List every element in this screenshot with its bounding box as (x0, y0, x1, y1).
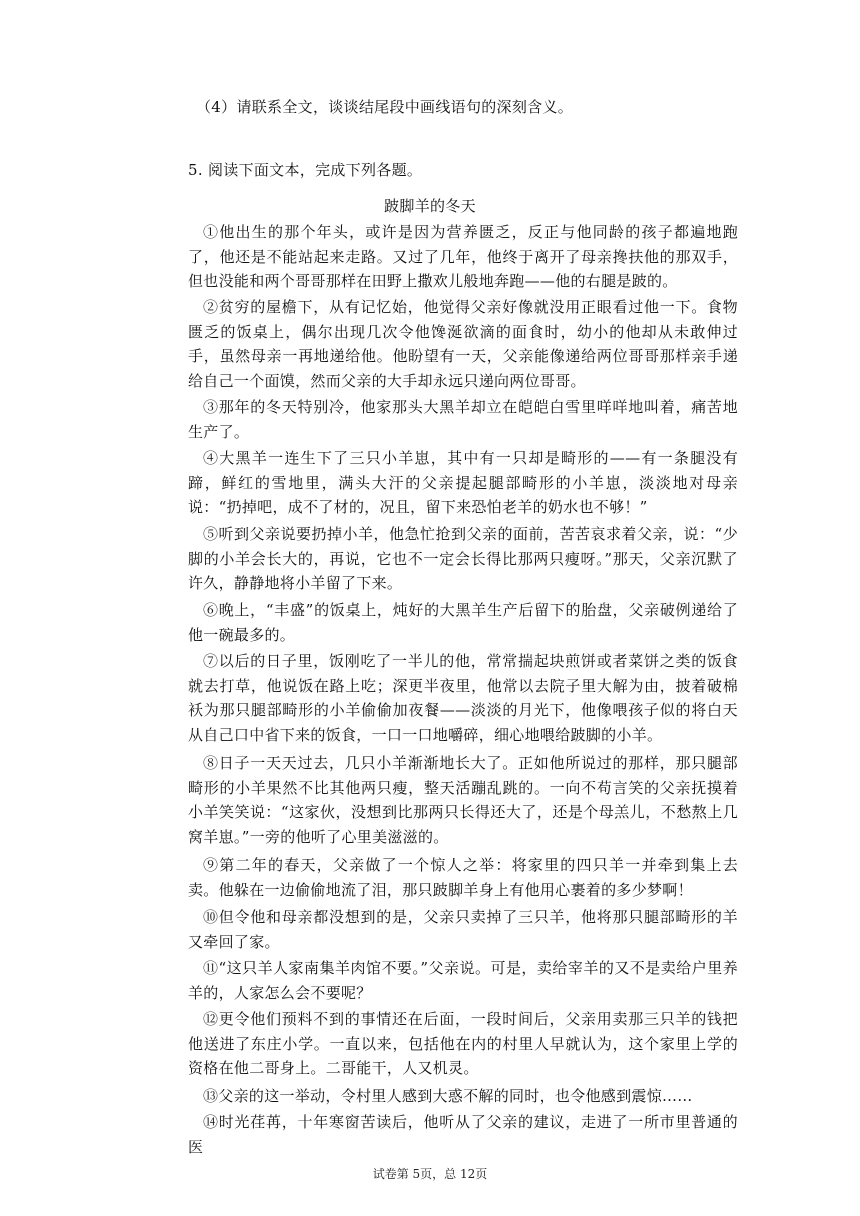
passage-title: 跛脚羊的冬天 (384, 197, 476, 215)
paragraph-11: ⑪“这只羊人家南集羊肉馆不要。”父亲说。可是，卖给宰羊的又不是卖给户里养羊的，人家怎么会不要呢？ (188, 959, 738, 1002)
page-footer: 试卷第 5页，总 12页 (372, 1167, 488, 1181)
paragraph-1: ①他出生的那个年头，或许是因为营养匮乏，反正与他同龄的孩子都遍地跑了，他还是不能站起来走路。又过了几年，他终于离开了母亲搀扶他的那双手，但也没能和两个哥哥那样在田野上撒欢儿般地奔跑——他的右腿是跛的。 (188, 223, 738, 290)
paragraph-7: ⑦以后的日子里，饭刚吃了一半儿的他，常常揣起块煎饼或者菜饼之类的饭食就去打草，他说饭在路上吃；深更半夜里，他常以去院子里大解为由，披着破棉袄为那只腿部畸形的小羊偷偷加夜餐——淡淡的月光下，他像喂孩子似的将白天从自己口中省下来的饭食，一口一口地嚼碎，细心地喂给跛脚的小羊。 (188, 652, 738, 744)
paragraph-10: ⑩但令他和母亲都没想到的是，父亲只卖掉了三只羊，他将那只腿部畸形的羊又牵回了家。 (188, 908, 738, 951)
paragraph-2: ②贫穷的屋檐下，从有记忆始，他觉得父亲好像就没用正眼看过他一下。食物匮乏的饭桌上，偶尔出现几次令他馋涎欲滴的面食时，幼小的他却从未敢伸过手，虽然母亲一再地递给他。他盼望有一天，父亲能像递给两位哥哥那样亲手递给自己一个面馍，然而父亲的大手却永远只递向两位哥哥。 (188, 298, 738, 390)
paragraph-4: ④大黑羊一连生下了三只小羊崽，其中有一只却是畸形的——有一条腿没有蹄，鲜红的雪地里，满头大汗的父亲提起腿部畸形的小羊崽，淡淡地对母亲说：“扔掉吧，成不了材的，况且，留下来恐怕老羊的奶水也不够！” (188, 449, 738, 516)
paragraph-13: ⑬父亲的这一举动，令村里人感到大惑不解的同时，也令他感到震惊…… (203, 1087, 693, 1105)
paragraph-8: ⑧日子一天天过去，几只小羊渐渐地长大了。正如他所说过的那样，那只腿部畸形的小羊果然不比其他两只瘦，整天活蹦乱跳的。一向不苟言笑的父亲抚摸着小羊笑笑说：“这家伙，没想到比那两只长得还大了，还是个母羔儿，不愁熬上几窝羊崽。”一旁的他听了心里美滋滋的。 (188, 754, 738, 846)
question-4: （4）请联系全文，谈谈结尾段中画线语句的深刻含义。 (196, 98, 574, 116)
paragraph-9: ⑨第二年的春天，父亲做了一个惊人之举：将家里的四只羊一并牵到集上去卖。他躲在一边偷偷地流了泪，那只跛脚羊身上有他用心裹着的多少梦啊！ (188, 856, 738, 899)
paragraph-5: ⑤听到父亲说要扔掉小羊，他急忙抢到父亲的面前，苦苦哀求着父亲，说：“少脚的小羊会长大的，再说，它也不一定会长得比那两只瘦呀。”那天，父亲沉默了许久，静静地将小羊留了下来。 (188, 525, 738, 592)
paragraph-3: ③那年的冬天特别冷，他家那头大黑羊却立在皑皑白雪里咩咩地叫着，痛苦地生产了。 (188, 398, 738, 441)
paragraph-12: ⑫更令他们预料不到的事情还在后面，一段时间后，父亲用卖那三只羊的钱把他送进了东庄小学。一直以来，包括他在内的村里人早就认为，这个家里上学的资格在他二哥身上。二哥能干，人又机灵。 (188, 1010, 738, 1077)
question-5-intro: 5. 阅读下面文本，完成下列各题。 (188, 161, 423, 179)
paragraph-14: ⑭时光荏苒，十年寒窗苦读后，他听从了父亲的建议，走进了一所市里普通的医 (188, 1113, 738, 1156)
paragraph-6: ⑥晚上，“丰盛”的饭桌上，炖好的大黑羊生产后留下的胎盘，父亲破例递给了他一碗最多的。 (188, 601, 738, 644)
